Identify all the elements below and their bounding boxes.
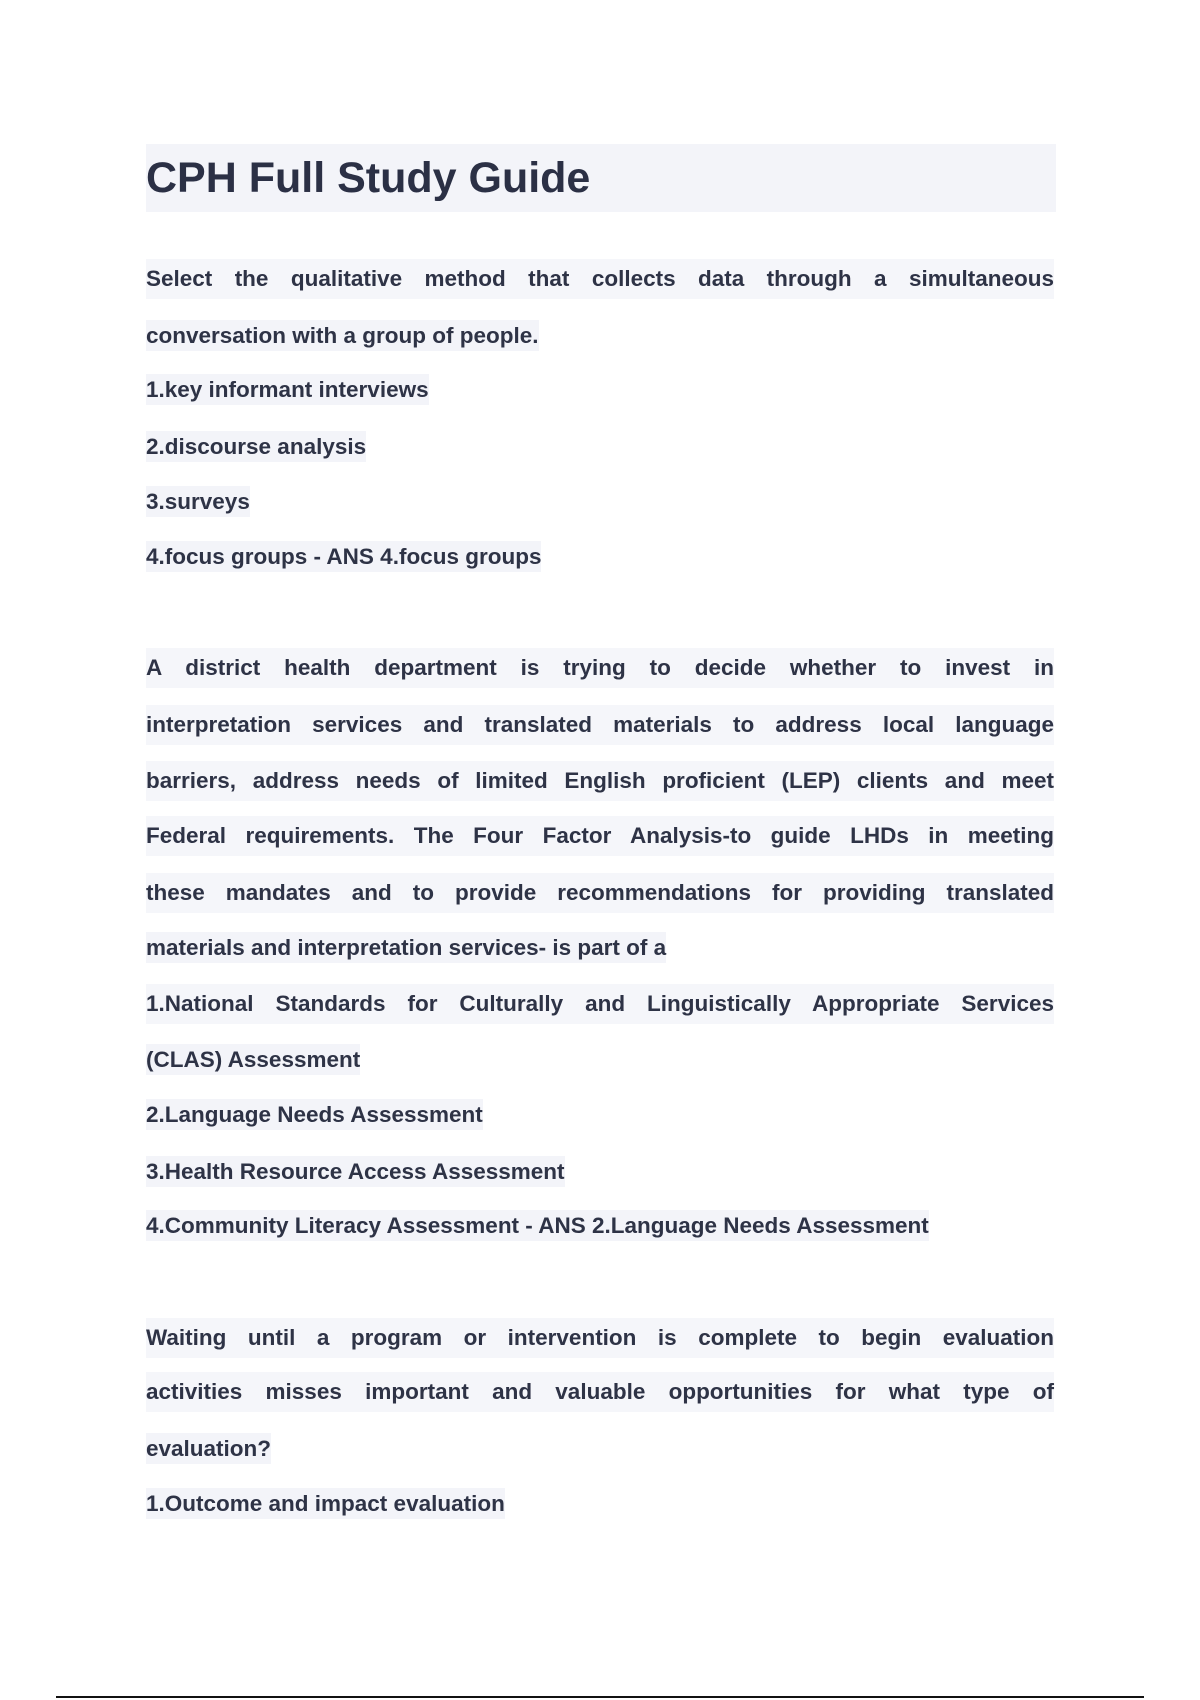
question-2-stem-line: A district health department is trying to decide whether to invest in (146, 648, 1054, 688)
question-3-stem-line (146, 1429, 271, 1469)
question-2-stem-line: interpretation services and translated materials to address local language (146, 705, 1054, 745)
question-2-option-4-answer (146, 1206, 929, 1246)
option-text: (CLAS) Assessment (146, 1044, 360, 1075)
option-text: 1.key informant interviews (146, 374, 429, 405)
question-3-stem-line: activities misses important and valuable opportunities for what type of (146, 1372, 1054, 1412)
question-1-option-1 (146, 370, 429, 410)
page-bottom-rule (56, 1696, 1144, 1698)
question-1-stem-text: conversation with a group of people. (146, 320, 539, 351)
question-3-stem-text: evaluation? (146, 1433, 271, 1464)
question-1-option-2 (146, 427, 366, 467)
question-1-stem-line: Select the qualitative method that collects data through a simultaneous (146, 259, 1054, 299)
option-text: 2.Language Needs Assessment (146, 1099, 483, 1130)
question-2-stem-line (146, 928, 666, 968)
question-2-stem-text: materials and interpretation services- is part of a (146, 932, 666, 963)
question-2-stem-line: barriers, address needs of limited English proficient (LEP) clients and meet (146, 761, 1054, 801)
question-2-stem-line: these mandates and to provide recommendations for providing translated (146, 873, 1054, 913)
question-2-stem-line: Federal requirements. The Four Factor Analysis-to guide LHDs in meeting (146, 816, 1054, 856)
question-3-option-1 (146, 1484, 505, 1524)
question-2-option-2 (146, 1095, 483, 1135)
option-text: 3.Health Resource Access Assessment (146, 1156, 565, 1187)
option-text: 2.discourse analysis (146, 431, 366, 462)
question-2-option-1-cont (146, 1040, 360, 1080)
option-text: 4.Community Literacy Assessment - ANS 2.Language Needs Assessment (146, 1210, 929, 1241)
question-1-option-4-answer (146, 537, 541, 577)
page-title: CPH Full Study Guide (146, 154, 591, 202)
option-text: 1.Outcome and impact evaluation (146, 1488, 505, 1519)
question-3-stem-line: Waiting until a program or intervention is complete to begin evaluation (146, 1318, 1054, 1358)
question-2-option-3 (146, 1152, 565, 1192)
option-text: 4.focus groups - ANS 4.focus groups (146, 541, 541, 572)
question-2-option-1: 1.National Standards for Culturally and Linguistically Appropriate Services (146, 984, 1054, 1024)
question-1-stem-line (146, 316, 539, 356)
question-1-option-3 (146, 482, 250, 522)
option-text: 3.surveys (146, 486, 250, 517)
